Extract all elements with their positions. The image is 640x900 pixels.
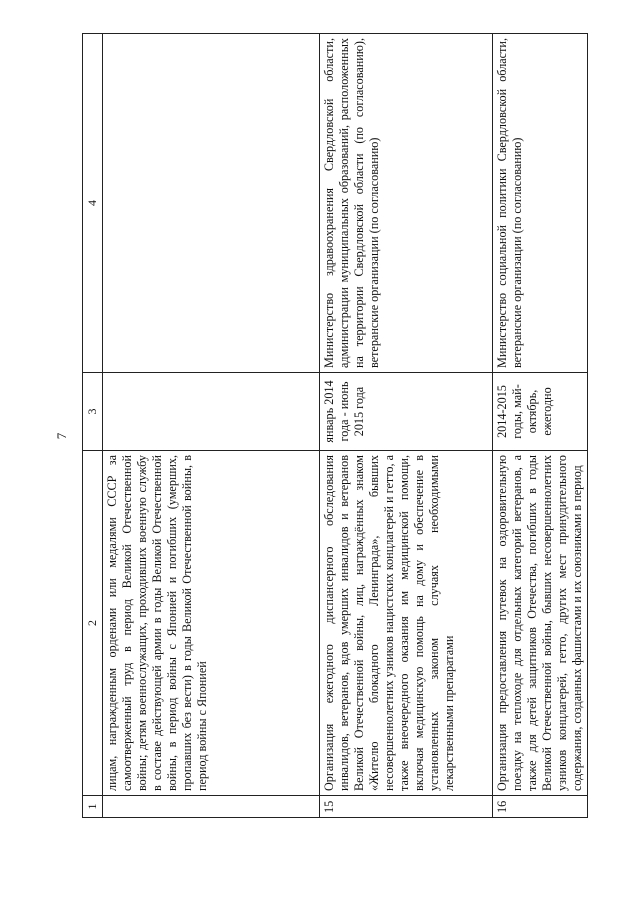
header-col-4: 4: [83, 34, 103, 373]
row-executors: Министерство социальной политики Свердловской области, ветеранские организации (по согласованию): [493, 34, 588, 373]
rotated-table-wrapper: [82, 34, 584, 818]
row-description: Организация ежегодного диспансерного обследования инвалидов, ветеранов, вдов умерших инвалидов и ветеранов Великой Отечественной войны, лиц, награждённых знаком «Жителю блокадного Ленинграда», бывших несовершеннолетних узников нацистских концлагерей и гетто, а также внеочередного оказания им медицинской помощи, включая медицинскую помощь на дому и обеспечение в установленных законом случаях необходимыми лекарственными препаратами: [320, 451, 493, 796]
row-period: 2014-2015 годы, май-октябрь, ежегодно: [493, 373, 588, 451]
row-period: [103, 373, 320, 451]
row-number: 15: [320, 796, 493, 818]
header-col-2: 2: [83, 451, 103, 796]
row-number: 16: [493, 796, 588, 818]
document-sheet: [82, 34, 640, 813]
header-col-3: 3: [83, 373, 103, 451]
row-description: лицам, награжденным орденами или медалями СССР за самоотверженный труд в период Великой Отечественной войны; детям военнослужащих, проходивших военную службу в составе действующей армии в годы Великой Отечественной войны, в период войны с Японией и погибших (умерших, пропавших без вести) в годы Великой Отечественной войны, в период войны с Японией: [103, 451, 320, 796]
table-row: [493, 34, 588, 818]
measures-table: [82, 33, 588, 818]
page-number: 7: [54, 432, 69, 440]
row-period: январь 2014 года - июнь 2015 года: [320, 373, 493, 451]
header-col-1: 1: [83, 796, 103, 818]
table-row: [320, 34, 493, 818]
row-description: Организация предоставления путевок на оздоровительную поездку на теплоходе для отдельных категорий ветеранов, а также для детей защитников Отечества, погибших в годы Великой Отечественной войны, бывших несовершеннолетних узников концлагерей, гетто, других мест принудительного содержания, созданных фашистами и их союзниками в период: [493, 451, 588, 796]
table-row: [103, 34, 320, 818]
row-number: [103, 796, 320, 818]
table-header-row: [83, 34, 103, 818]
row-executors: Министерство здравоохранения Свердловской области, администрации муниципальных образований, расположенных на территории Свердловской области (по согласованию), ветеранские организации (по согласованию): [320, 34, 493, 373]
row-executors: [103, 34, 320, 373]
